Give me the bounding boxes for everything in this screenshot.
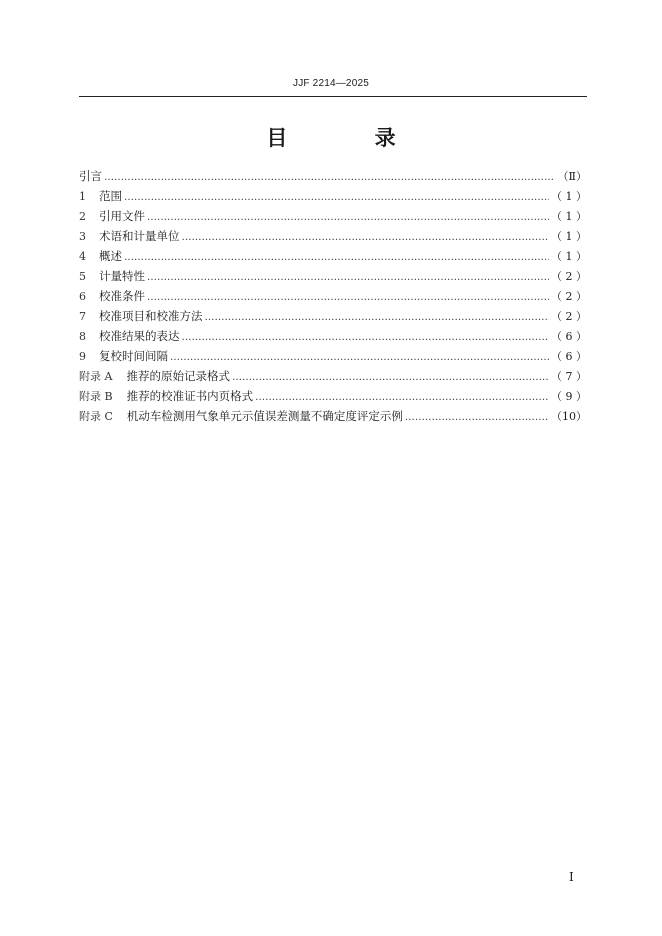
- page-title: 目 录: [266, 126, 436, 150]
- toc-dot-leader: [205, 308, 550, 328]
- document-code: JJF 2214—2025: [293, 78, 369, 89]
- toc-entry-number: 7: [79, 310, 86, 323]
- toc-entry-title: 推荐的校准证书内页格式: [126, 389, 254, 403]
- toc-entry-number: 1: [79, 190, 86, 203]
- toc-entry[interactable]: [79, 226, 587, 246]
- toc-dot-leader: [182, 228, 550, 248]
- toc-entry-title: 计量特性: [99, 269, 145, 283]
- toc-entry-title: 机动车检测用气象单元示值误差测量不确定度评定示例: [126, 409, 403, 423]
- toc-entry-page: （ 1 ）: [551, 250, 587, 263]
- toc-entry-page: （ 1 ）: [551, 230, 587, 243]
- toc-entry-number: 附录 C: [79, 410, 113, 423]
- toc-dot-leader: [147, 268, 549, 288]
- toc-entry-page: （ 6 ）: [551, 350, 587, 363]
- toc-entry[interactable]: [79, 286, 587, 306]
- toc-entry-page: （10）: [551, 410, 587, 423]
- toc-entry[interactable]: [79, 326, 587, 346]
- page-number: I: [569, 870, 574, 884]
- toc-dot-leader: [147, 288, 549, 308]
- toc-entry-number: 附录 B: [79, 390, 113, 403]
- toc-entry-title: 复校时间间隔: [99, 349, 168, 363]
- toc-entry-number: 9: [79, 350, 86, 363]
- toc-entry[interactable]: [79, 406, 587, 426]
- toc-entry-page: （ 2 ）: [551, 290, 587, 303]
- toc-entry[interactable]: [79, 346, 587, 366]
- toc-entry-page: （ 7 ）: [551, 370, 587, 383]
- toc-entry-title: 概述: [99, 249, 122, 263]
- toc-entry[interactable]: [79, 386, 587, 406]
- toc-entry-number: 8: [79, 330, 86, 343]
- toc-entry-number: 5: [79, 270, 86, 283]
- toc-dot-leader: [170, 348, 549, 368]
- toc-entry[interactable]: [79, 306, 587, 326]
- toc-entry-title: 范围: [99, 189, 122, 203]
- header-rule: [79, 96, 587, 97]
- toc-entry[interactable]: [79, 246, 587, 266]
- toc-entry[interactable]: [79, 266, 587, 286]
- toc-dot-leader: [405, 408, 549, 428]
- toc-entry-title: 校准项目和校准方法: [99, 309, 203, 323]
- toc-entry-title: 引言: [79, 169, 102, 183]
- toc-entry-title: 校准结果的表达: [99, 329, 180, 343]
- toc-dot-leader: [124, 188, 549, 208]
- toc-entry-title: 校准条件: [99, 289, 145, 303]
- toc-entry-number: 3: [79, 230, 86, 243]
- toc-entry-page: （ 6 ）: [551, 330, 587, 343]
- toc-dot-leader: [104, 168, 553, 188]
- toc-dot-leader: [255, 388, 549, 408]
- toc-entry[interactable]: [79, 366, 587, 386]
- toc-entry-number: 6: [79, 290, 86, 303]
- toc-entry-title: 推荐的原始记录格式: [126, 369, 230, 383]
- toc-entry-page: （ 2 ）: [551, 270, 587, 283]
- table-of-contents: [79, 166, 587, 426]
- toc-entry-page: （ 9 ）: [551, 390, 587, 403]
- toc-entry-number: 4: [79, 250, 86, 263]
- toc-entry-number: 附录 A: [79, 370, 113, 383]
- toc-entry[interactable]: [79, 206, 587, 226]
- toc-dot-leader: [182, 328, 550, 348]
- toc-entry[interactable]: [79, 166, 587, 186]
- toc-entry[interactable]: [79, 186, 587, 206]
- toc-entry-page: （ 1 ）: [551, 210, 587, 223]
- toc-entry-title: 术语和计量单位: [99, 229, 180, 243]
- toc-dot-leader: [232, 368, 549, 388]
- toc-entry-page: （ 2 ）: [551, 310, 587, 323]
- toc-dot-leader: [147, 208, 549, 228]
- toc-entry-title: 引用文件: [99, 209, 145, 223]
- toc-entry-page: （ 1 ）: [551, 190, 587, 203]
- toc-entry-number: 2: [79, 210, 86, 223]
- toc-entry-page: （Ⅱ）: [557, 170, 587, 183]
- toc-dot-leader: [124, 248, 549, 268]
